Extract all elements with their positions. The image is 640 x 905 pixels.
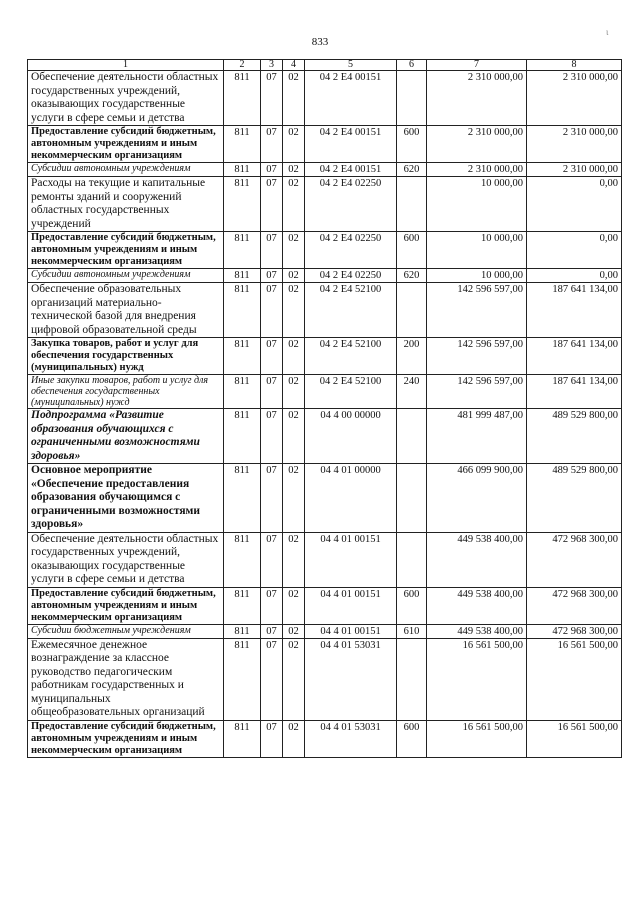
row-value-cell-c8: 2 310 000,00	[527, 126, 622, 163]
row-value-cell-c2: 811	[224, 720, 261, 757]
row-name-cell: Расходы на текущие и капитальные ремонты зданий и сооружений областных государственных учреждений	[28, 177, 224, 232]
row-value-cell-c4: 02	[283, 126, 305, 163]
column-header: 4	[283, 60, 305, 71]
row-name-cell: Обеспечение деятельности областных государственных учреждений, оказывающих государственные услуги в сфере семьи и детства	[28, 532, 224, 587]
row-value-cell-c8: 2 310 000,00	[527, 163, 622, 177]
row-value-cell-c2: 811	[224, 163, 261, 177]
row-value-cell-c7: 10 000,00	[427, 232, 527, 269]
row-value-cell-c6	[397, 638, 427, 720]
row-value-cell-c8: 16 561 500,00	[527, 638, 622, 720]
row-value-cell-c5: 04 4 01 00151	[305, 587, 397, 624]
row-value-cell-c6	[397, 283, 427, 338]
row-value-cell-c2: 811	[224, 375, 261, 409]
row-value-cell-c6	[397, 71, 427, 126]
row-value-cell-c8: 187 641 134,00	[527, 338, 622, 375]
row-value-cell-c3: 07	[261, 587, 283, 624]
row-value-cell-c4: 02	[283, 71, 305, 126]
row-value-cell-c8: 472 968 300,00	[527, 587, 622, 624]
table-header-row	[28, 60, 622, 71]
row-value-cell-c6: 600	[397, 232, 427, 269]
row-value-cell-c3: 07	[261, 177, 283, 232]
row-value-cell-c8: 187 641 134,00	[527, 283, 622, 338]
row-value-cell-c5: 04 2 E4 52100	[305, 338, 397, 375]
row-name-cell: Обеспечение деятельности областных государственных учреждений, оказывающих государственные услуги в сфере семьи и детства	[28, 71, 224, 126]
column-header: 7	[427, 60, 527, 71]
row-name-cell: Субсидии бюджетным учреждениям	[28, 624, 224, 638]
row-value-cell-c3: 07	[261, 269, 283, 283]
row-value-cell-c3: 07	[261, 532, 283, 587]
row-value-cell-c8: 472 968 300,00	[527, 532, 622, 587]
row-value-cell-c7: 449 538 400,00	[427, 532, 527, 587]
table-row	[28, 587, 622, 624]
row-value-cell-c5: 04 4 01 53031	[305, 638, 397, 720]
row-value-cell-c7: 10 000,00	[427, 269, 527, 283]
row-name-cell: Основное мероприятие «Обеспечение предоставления образования обучающимся с ограниченными возможностями здоровья»	[28, 464, 224, 533]
table-row	[28, 532, 622, 587]
row-value-cell-c7: 142 596 597,00	[427, 375, 527, 409]
column-header: 2	[224, 60, 261, 71]
page-number: 833	[311, 36, 329, 48]
row-value-cell-c5: 04 2 E4 02250	[305, 177, 397, 232]
row-value-cell-c3: 07	[261, 464, 283, 533]
row-value-cell-c4: 02	[283, 624, 305, 638]
row-value-cell-c4: 02	[283, 338, 305, 375]
row-value-cell-c2: 811	[224, 338, 261, 375]
row-value-cell-c8: 0,00	[527, 232, 622, 269]
table-row	[28, 71, 622, 126]
row-value-cell-c5: 04 2 E4 52100	[305, 283, 397, 338]
row-value-cell-c8: 0,00	[527, 177, 622, 232]
row-value-cell-c2: 811	[224, 177, 261, 232]
row-value-cell-c4: 02	[283, 587, 305, 624]
row-value-cell-c5: 04 4 01 53031	[305, 720, 397, 757]
table-row	[28, 720, 622, 757]
row-value-cell-c2: 811	[224, 587, 261, 624]
row-value-cell-c6: 600	[397, 126, 427, 163]
row-value-cell-c4: 02	[283, 232, 305, 269]
row-value-cell-c3: 07	[261, 375, 283, 409]
row-value-cell-c6: 620	[397, 269, 427, 283]
row-value-cell-c6: 610	[397, 624, 427, 638]
row-value-cell-c6: 200	[397, 338, 427, 375]
row-value-cell-c2: 811	[224, 269, 261, 283]
row-value-cell-c4: 02	[283, 532, 305, 587]
row-value-cell-c3: 07	[261, 126, 283, 163]
row-value-cell-c7: 466 099 900,00	[427, 464, 527, 533]
row-value-cell-c6: 240	[397, 375, 427, 409]
row-value-cell-c4: 02	[283, 638, 305, 720]
row-value-cell-c5: 04 2 E4 02250	[305, 269, 397, 283]
table-row	[28, 177, 622, 232]
row-value-cell-c5: 04 2 E4 52100	[305, 375, 397, 409]
row-value-cell-c3: 07	[261, 71, 283, 126]
row-value-cell-c2: 811	[224, 71, 261, 126]
row-value-cell-c2: 811	[224, 464, 261, 533]
row-name-cell: Предоставление субсидий бюджетным, автономным учреждениям и иным некоммерческим организациям	[28, 232, 224, 269]
column-header: 1	[28, 60, 224, 71]
table-row	[28, 624, 622, 638]
row-name-cell: Предоставление субсидий бюджетным, автономным учреждениям и иным некоммерческим организациям	[28, 720, 224, 757]
row-value-cell-c8: 472 968 300,00	[527, 624, 622, 638]
row-value-cell-c4: 02	[283, 375, 305, 409]
row-name-cell: Иные закупки товаров, работ и услуг для обеспечения государственных (муниципальных) нужд	[28, 375, 224, 409]
row-value-cell-c6: 620	[397, 163, 427, 177]
row-value-cell-c2: 811	[224, 409, 261, 464]
column-header: 5	[305, 60, 397, 71]
row-value-cell-c4: 02	[283, 283, 305, 338]
row-value-cell-c7: 10 000,00	[427, 177, 527, 232]
row-name-cell: Ежемесячное денежное вознаграждение за классное руководство педагогическим работникам государственных и муниципальных общеобразовательных организаций	[28, 638, 224, 720]
row-value-cell-c8: 16 561 500,00	[527, 720, 622, 757]
row-value-cell-c7: 481 999 487,00	[427, 409, 527, 464]
row-value-cell-c8: 0,00	[527, 269, 622, 283]
row-value-cell-c8: 187 641 134,00	[527, 375, 622, 409]
row-value-cell-c4: 02	[283, 464, 305, 533]
table-row	[28, 126, 622, 163]
row-value-cell-c5: 04 2 E4 00151	[305, 126, 397, 163]
row-value-cell-c5: 04 2 E4 00151	[305, 163, 397, 177]
row-value-cell-c5: 04 4 01 00151	[305, 624, 397, 638]
row-value-cell-c6	[397, 464, 427, 533]
row-value-cell-c6: 600	[397, 720, 427, 757]
table-row	[28, 163, 622, 177]
row-value-cell-c8: 489 529 800,00	[527, 464, 622, 533]
row-value-cell-c2: 811	[224, 283, 261, 338]
row-value-cell-c4: 02	[283, 720, 305, 757]
row-value-cell-c7: 2 310 000,00	[427, 71, 527, 126]
row-value-cell-c3: 07	[261, 409, 283, 464]
row-value-cell-c3: 07	[261, 338, 283, 375]
row-value-cell-c3: 07	[261, 638, 283, 720]
row-value-cell-c3: 07	[261, 163, 283, 177]
row-value-cell-c6	[397, 532, 427, 587]
row-value-cell-c3: 07	[261, 232, 283, 269]
row-value-cell-c7: 449 538 400,00	[427, 624, 527, 638]
row-value-cell-c4: 02	[283, 163, 305, 177]
table-row	[28, 464, 622, 533]
row-value-cell-c4: 02	[283, 177, 305, 232]
row-value-cell-c7: 2 310 000,00	[427, 126, 527, 163]
row-name-cell: Обеспечение образовательных организаций материально-технической базой для внедрения цифровой образовательной среды	[28, 283, 224, 338]
row-value-cell-c7: 142 596 597,00	[427, 338, 527, 375]
row-value-cell-c3: 07	[261, 624, 283, 638]
row-value-cell-c2: 811	[224, 126, 261, 163]
table-row	[28, 232, 622, 269]
row-name-cell: Субсидии автономным учреждениям	[28, 163, 224, 177]
table-row	[28, 283, 622, 338]
table-row	[28, 375, 622, 409]
row-value-cell-c3: 07	[261, 283, 283, 338]
row-value-cell-c5: 04 4 00 00000	[305, 409, 397, 464]
table-row	[28, 409, 622, 464]
row-value-cell-c5: 04 2 E4 02250	[305, 232, 397, 269]
row-value-cell-c5: 04 2 E4 00151	[305, 71, 397, 126]
row-value-cell-c8: 489 529 800,00	[527, 409, 622, 464]
table-row	[28, 638, 622, 720]
row-value-cell-c8: 2 310 000,00	[527, 71, 622, 126]
budget-table	[27, 59, 622, 758]
table-row	[28, 338, 622, 375]
row-name-cell: Предоставление субсидий бюджетным, автономным учреждениям и иным некоммерческим организациям	[28, 126, 224, 163]
row-value-cell-c6: 600	[397, 587, 427, 624]
row-value-cell-c2: 811	[224, 532, 261, 587]
row-value-cell-c4: 02	[283, 269, 305, 283]
row-value-cell-c2: 811	[224, 638, 261, 720]
row-value-cell-c5: 04 4 01 00151	[305, 532, 397, 587]
row-value-cell-c2: 811	[224, 624, 261, 638]
scan-mark: ι	[606, 27, 609, 37]
row-value-cell-c3: 07	[261, 720, 283, 757]
row-name-cell: Подпрограмма «Развитие образования обучающихся с ограниченными возможностями здоровья»	[28, 409, 224, 464]
row-value-cell-c6	[397, 409, 427, 464]
row-name-cell: Предоставление субсидий бюджетным, автономным учреждениям и иным некоммерческим организациям	[28, 587, 224, 624]
column-header: 8	[527, 60, 622, 71]
row-value-cell-c2: 811	[224, 232, 261, 269]
row-name-cell: Закупка товаров, работ и услуг для обеспечения государственных (муниципальных) нужд	[28, 338, 224, 375]
table-row	[28, 269, 622, 283]
row-value-cell-c5: 04 4 01 00000	[305, 464, 397, 533]
row-value-cell-c6	[397, 177, 427, 232]
row-value-cell-c7: 142 596 597,00	[427, 283, 527, 338]
column-header: 6	[397, 60, 427, 71]
row-value-cell-c7: 16 561 500,00	[427, 638, 527, 720]
row-value-cell-c4: 02	[283, 409, 305, 464]
column-header: 3	[261, 60, 283, 71]
row-value-cell-c7: 449 538 400,00	[427, 587, 527, 624]
row-value-cell-c7: 16 561 500,00	[427, 720, 527, 757]
row-name-cell: Субсидии автономным учреждениям	[28, 269, 224, 283]
row-value-cell-c7: 2 310 000,00	[427, 163, 527, 177]
